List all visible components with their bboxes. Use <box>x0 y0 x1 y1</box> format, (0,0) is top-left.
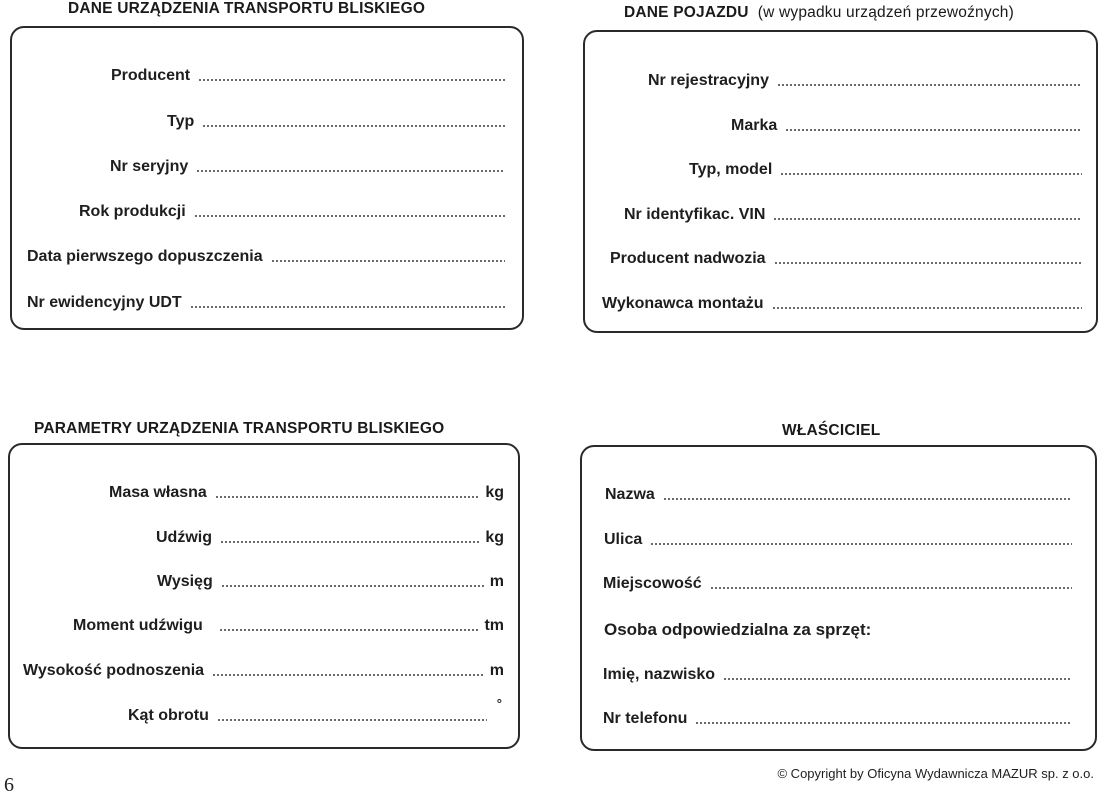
fill-line[interactable] <box>198 79 505 81</box>
fill-line[interactable] <box>772 307 1082 309</box>
field-label: Rok produkcji <box>79 203 186 220</box>
fill-line[interactable] <box>190 306 505 308</box>
field-label: Masa własna <box>109 484 207 501</box>
unit-label: m <box>489 573 504 590</box>
field-label: Wysokość podnoszenia <box>23 662 205 679</box>
copyright-notice: © Copyright by Oficyna Wydawnicza MAZUR sp. z o.o. <box>777 766 1094 781</box>
unit-label: m <box>489 662 504 679</box>
field-label: Typ, model <box>689 161 773 178</box>
fill-line[interactable] <box>215 496 480 498</box>
owner-section-title: WŁAŚCICIEL <box>782 422 881 439</box>
fill-line[interactable] <box>219 629 479 631</box>
fill-line[interactable] <box>710 587 1072 589</box>
field-label: Nr ewidencyjny UDT <box>27 294 182 311</box>
fill-line[interactable] <box>220 541 479 543</box>
field-label: Ulica <box>604 531 643 548</box>
field-label: Wykonawca montażu <box>602 295 764 312</box>
vehicle-field-vin <box>624 206 1082 224</box>
fill-line[interactable] <box>695 722 1072 724</box>
device-field-type <box>167 113 505 131</box>
fill-line[interactable] <box>777 84 1082 86</box>
field-label: Nr telefonu <box>603 710 688 727</box>
param-field-load-moment <box>73 617 504 635</box>
vehicle-title-note: (w wypadku urządzeń przewoźnych) <box>757 4 1014 21</box>
unit-label: tm <box>484 617 504 634</box>
field-label: Udźwig <box>156 529 212 546</box>
param-field-capacity <box>156 529 504 547</box>
fill-line[interactable] <box>221 585 484 587</box>
fill-line[interactable] <box>217 719 487 721</box>
owner-field-street <box>604 531 1072 549</box>
fill-line[interactable] <box>723 678 1072 680</box>
owner-field-phone <box>603 710 1072 728</box>
vehicle-field-make <box>731 117 1082 135</box>
owner-field-full-name <box>603 666 1072 684</box>
fill-line[interactable] <box>202 125 505 127</box>
fill-line[interactable] <box>271 260 505 262</box>
field-label: Nazwa <box>605 486 655 503</box>
vehicle-title-main: DANE POJAZDU <box>624 4 749 21</box>
field-label: Data pierwszego dopuszczenia <box>27 248 263 265</box>
field-label: Producent <box>111 67 191 84</box>
params-section-title: PARAMETRY URZĄDZENIA TRANSPORTU BLISKIEGO <box>34 420 445 437</box>
vehicle-field-body-producer <box>610 250 1082 268</box>
field-label: Moment udźwigu <box>73 617 203 634</box>
param-field-own-mass <box>109 484 504 502</box>
owner-field-city <box>603 575 1072 593</box>
fill-line[interactable] <box>785 129 1082 131</box>
fill-line[interactable] <box>773 218 1082 220</box>
vehicle-field-model <box>689 161 1082 179</box>
owner-field-name <box>605 486 1072 504</box>
field-label: Marka <box>731 117 778 134</box>
vehicle-field-assembler <box>602 295 1082 313</box>
field-label: Nr rejestracyjny <box>648 72 769 89</box>
unit-label: kg <box>485 529 504 546</box>
device-field-production-year <box>79 203 505 221</box>
device-section-title: DANE URZĄDZENIA TRANSPORTU BLISKIEGO <box>68 0 426 17</box>
device-field-udt-number <box>27 294 505 312</box>
device-field-serial <box>110 158 505 176</box>
field-label: Wysięg <box>157 573 213 590</box>
param-field-lift-height <box>23 662 504 680</box>
vehicle-field-registration <box>648 72 1082 90</box>
field-label: Nr seryjny <box>110 158 189 175</box>
fill-line[interactable] <box>212 674 484 676</box>
fill-line[interactable] <box>663 498 1072 500</box>
field-label: Typ <box>167 113 195 130</box>
fill-line[interactable] <box>780 173 1082 175</box>
unit-label: kg <box>485 484 504 501</box>
field-label: Nr identyfikac. VIN <box>624 206 766 223</box>
field-label: Imię, nazwisko <box>603 666 716 683</box>
field-label: Kąt obrotu <box>128 707 209 724</box>
fill-line[interactable] <box>774 262 1082 264</box>
device-field-first-admission-date <box>27 248 505 266</box>
fill-line[interactable] <box>194 215 505 217</box>
fill-line[interactable] <box>650 543 1072 545</box>
vehicle-section-title <box>624 4 1014 22</box>
fill-line[interactable] <box>196 170 505 172</box>
param-field-reach <box>157 573 504 591</box>
responsible-person-heading: Osoba odpowiedzialna za sprzęt: <box>604 620 872 639</box>
unit-label: ° <box>496 696 502 711</box>
field-label: Miejscowość <box>603 575 702 592</box>
param-field-rotation-angle <box>128 696 502 725</box>
field-label: Producent nadwozia <box>610 250 766 267</box>
device-field-producer <box>111 67 505 85</box>
page-number: 6 <box>4 774 14 796</box>
